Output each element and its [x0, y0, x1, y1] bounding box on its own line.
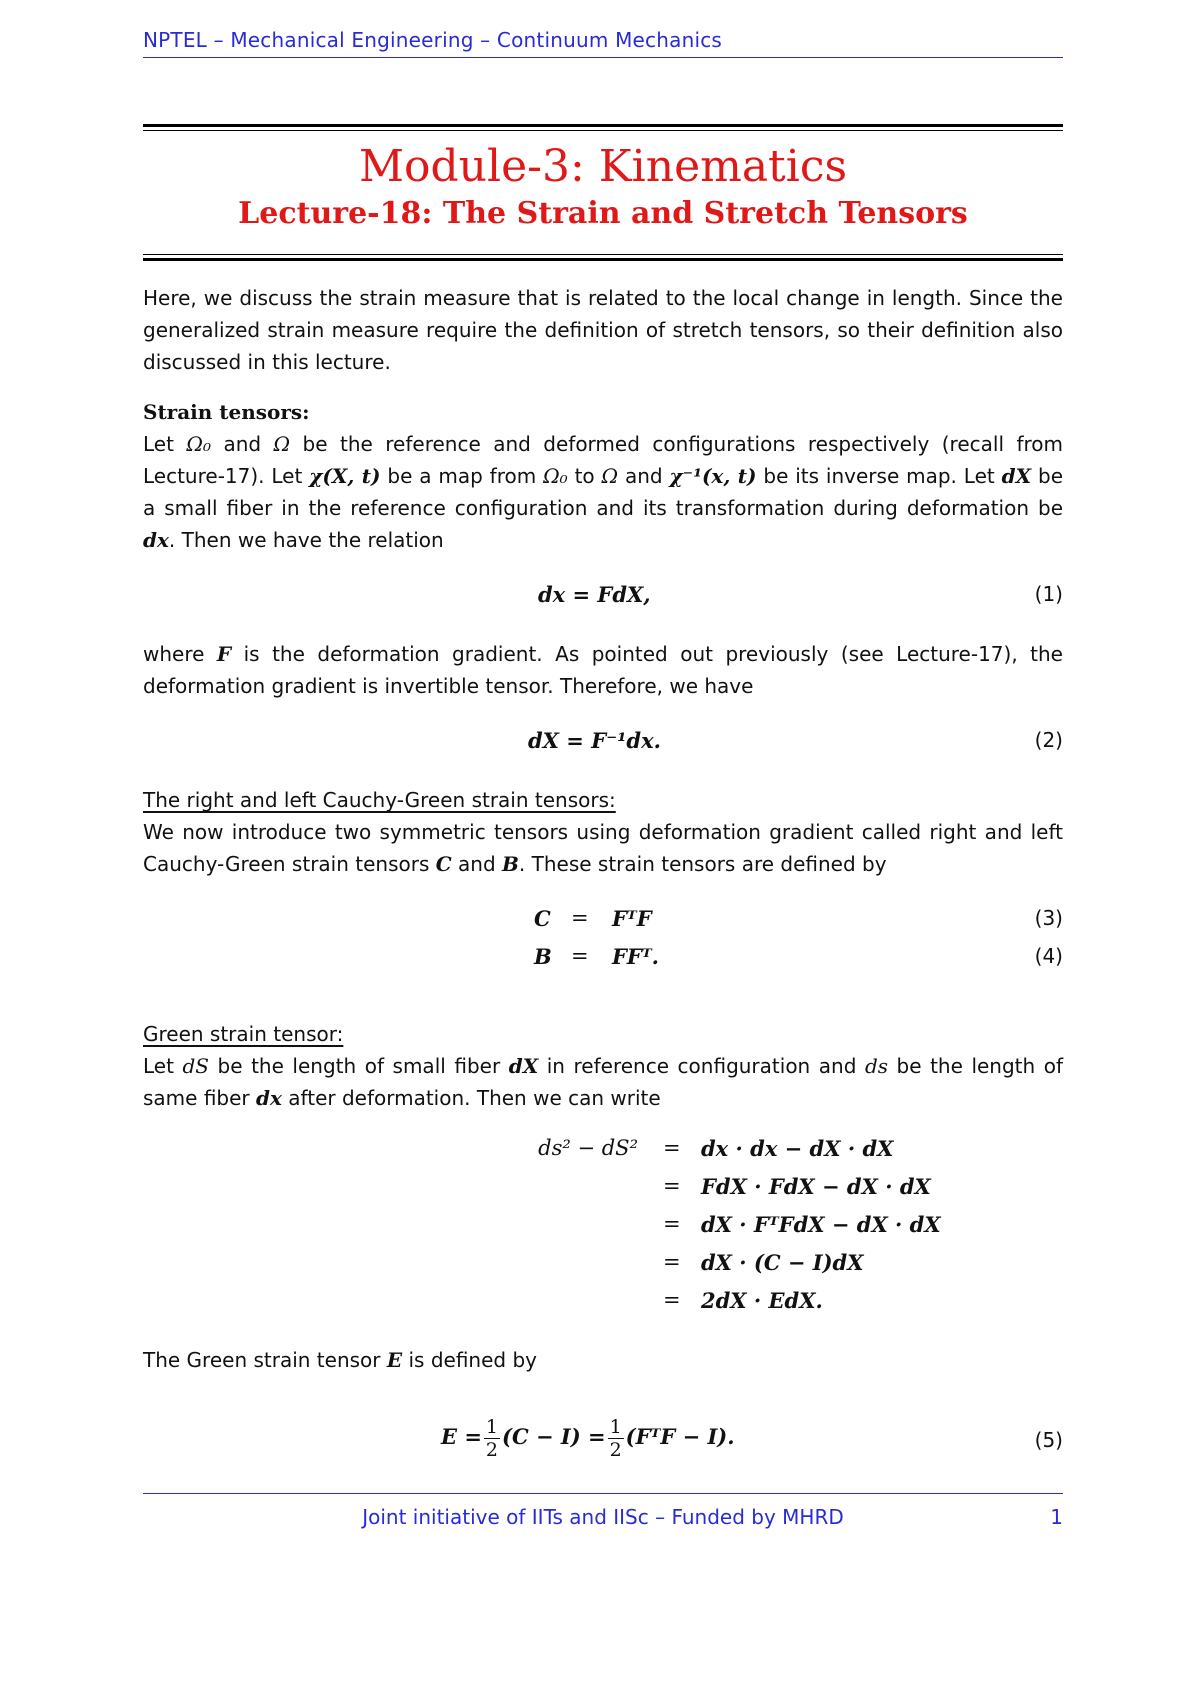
derivation-rhs: dx · dx − dX · dX — [701, 1136, 894, 1161]
header-rule — [143, 57, 1063, 58]
equation-4 — [143, 944, 1063, 978]
equation-3-lhs: C — [534, 906, 551, 931]
lecture-title: Lecture-18: The Strain and Stretch Tensors — [238, 196, 968, 231]
equation-5-number: (5) — [1034, 1428, 1063, 1452]
derivation-row-4 — [143, 1250, 1063, 1284]
footer-rule — [143, 1493, 1063, 1494]
derivation-rhs: 2dX · EdX. — [701, 1288, 823, 1313]
equation-3-number: (3) — [1034, 906, 1063, 930]
green-strain-paragraph: Let dS be the length of small fiber dX in reference configuration and ds be the length of same fiber dx after deformation. Then we can write — [143, 1054, 1064, 1110]
derivation-row-2 — [143, 1174, 1063, 1208]
equation-1 — [143, 582, 1063, 616]
title-rule-bottom-thick — [143, 258, 1063, 261]
equation-2 — [143, 728, 1063, 762]
title-rule-bottom-thin — [143, 254, 1063, 255]
strain-paragraph-1: Let Ω₀ and Ω be the reference and deformed configurations respectively (recall from Lecture-17). Let χ(X, t) be a map from Ω₀ to Ω and χ⁻¹(x, t) be its inverse map. Let dX be a small fiber in the reference configuration and its transformation during deformation be dx. Then we have the relation — [143, 432, 1063, 552]
derivation-equals: = — [663, 1212, 681, 1236]
derivation-rhs: FdX · FdX − dX · dX — [701, 1174, 931, 1199]
derivation-equals: = — [663, 1136, 681, 1160]
equation-1-number: (1) — [1034, 582, 1063, 606]
intro-paragraph: Here, we discuss the strain measure that is related to the local change in length. Since the generalized strain measure require the definition of stretch tensors, so their definition also discussed in this lecture. — [143, 286, 1063, 374]
equation-3 — [143, 906, 1063, 940]
cauchy-green-paragraph: We now introduce two symmetric tensors using deformation gradient called right and left Cauchy-Green strain tensors C and B. These strain tensors are defined by — [143, 820, 1063, 876]
equation-3-rhs: FᵀF — [612, 906, 652, 931]
equation-5 — [143, 1412, 1063, 1468]
strain-heading: Strain tensors: — [143, 400, 310, 424]
derivation-equals: = — [663, 1250, 681, 1274]
equation-1-body: dx = FdX, — [538, 582, 651, 607]
strain-section — [143, 396, 1063, 556]
derivation-rhs: dX · FᵀFdX − dX · dX — [701, 1212, 941, 1237]
derivation-equals: = — [663, 1288, 681, 1312]
derivation-equals: = — [663, 1174, 681, 1198]
derivation-rhs: dX · (C − I)dX — [701, 1250, 864, 1275]
equation-2-body: dX = F⁻¹dx. — [528, 728, 661, 753]
green-strain-section — [143, 1018, 1063, 1114]
title-rule-top-thin — [143, 130, 1063, 131]
running-header: NPTEL – Mechanical Engineering – Continuum Mechanics — [143, 28, 723, 52]
equation-4-equals: = — [571, 944, 589, 968]
derivation-row-5 — [143, 1288, 1063, 1322]
equation-2-number: (2) — [1034, 728, 1063, 752]
equation-3-equals: = — [571, 906, 589, 930]
green-strain-heading: Green strain tensor: — [143, 1022, 344, 1046]
derivation-row-3 — [143, 1212, 1063, 1246]
page-number: 1 — [1050, 1505, 1063, 1529]
cauchy-green-section — [143, 784, 1063, 880]
module-title: Module-3: Kinematics — [358, 141, 848, 192]
running-footer: Joint initiative of IITs and IISc – Funded by MHRD — [362, 1505, 844, 1529]
derivation-lhs: ds² − dS² — [538, 1136, 638, 1160]
equation-4-lhs: B — [534, 944, 552, 969]
derivation-row-1 — [143, 1136, 1063, 1170]
equation-5-body: E = $\frac{1}{2}$ (C − I) = $\frac{1}{2}$ (FᵀF − I). — [441, 1416, 735, 1461]
green-strain-definition-text: The Green strain tensor E is defined by — [143, 1348, 537, 1372]
title-rule-top-thick — [143, 124, 1063, 127]
cauchy-green-heading: The right and left Cauchy-Green strain tensors: — [143, 788, 616, 812]
equation-4-number: (4) — [1034, 944, 1063, 968]
strain-paragraph-2: where F is the deformation gradient. As pointed out previously (see Lecture-17), the deformation gradient is invertible tensor. Therefore, we have — [143, 642, 1063, 698]
equation-4-rhs: FFᵀ. — [612, 944, 659, 969]
